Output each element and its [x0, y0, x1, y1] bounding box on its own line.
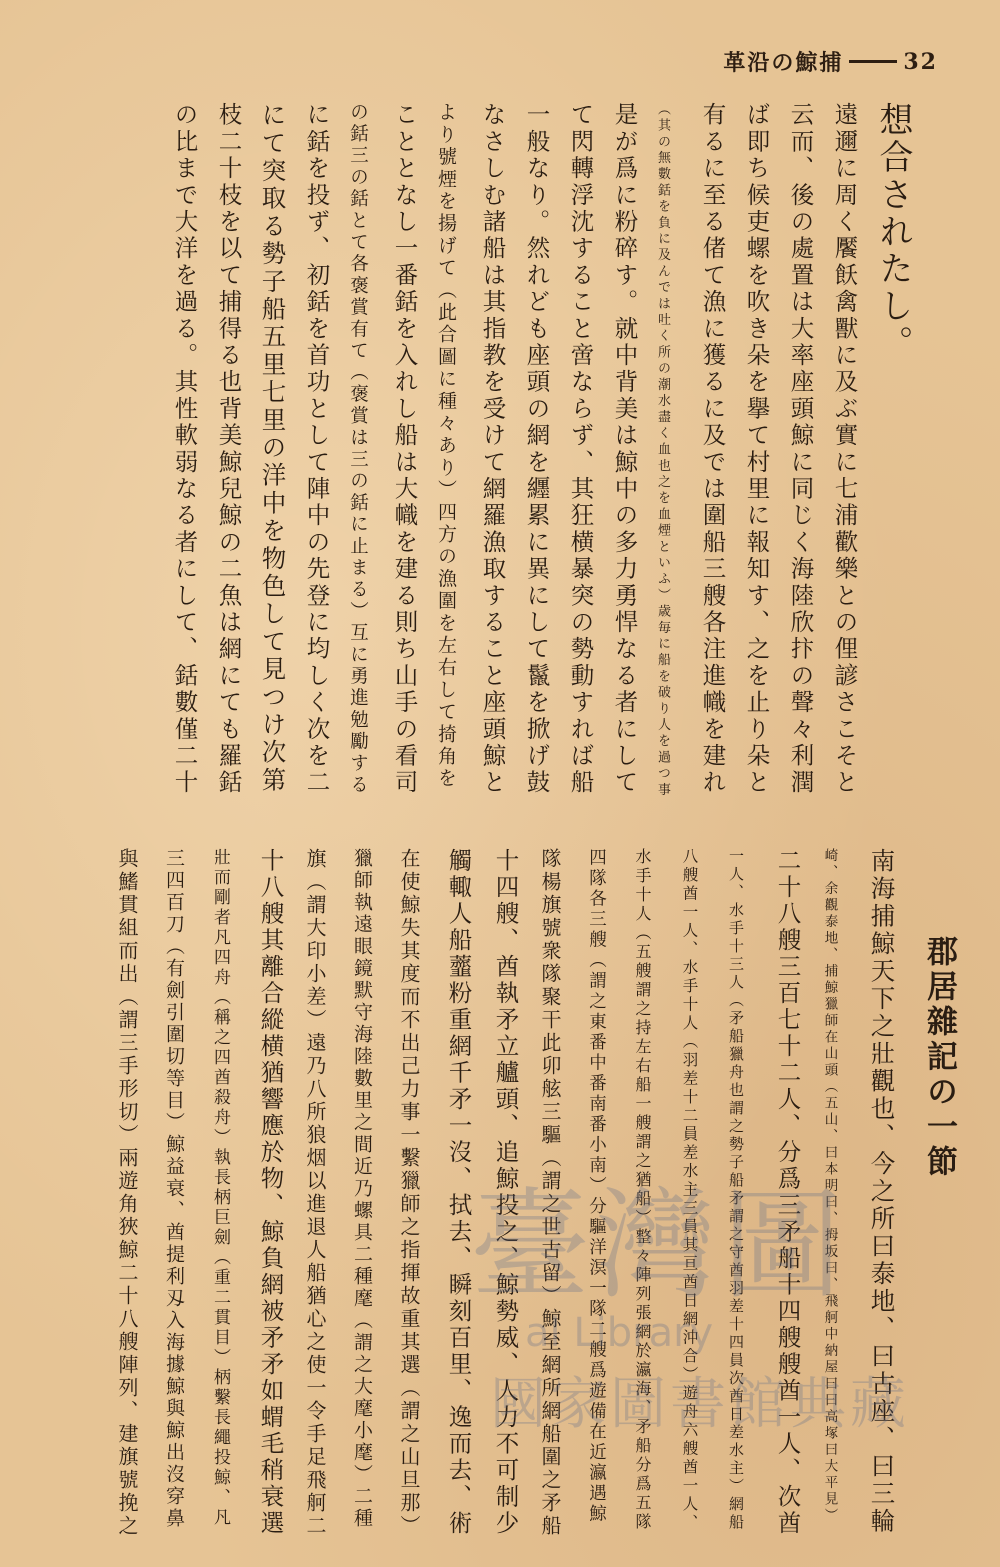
text-column: て閃轉浮沈すること啻ならず、其狂横暴突の勢動すれば船 — [566, 102, 595, 797]
header-rule — [849, 60, 897, 63]
text-column: 一般なり。然れども座頭の網を纒累に異にして鬣を掀げ鼓 — [522, 102, 551, 797]
kanbun-column: 水手十人（五艘謂之持左右船一艘謂之猶船）整々陣列張網於瀛海、矛船分爲五隊 — [633, 848, 652, 1532]
text-column: より號煙を揚げて（此合圖に種々あり）四方の漁圍を左右して掎角を — [435, 102, 457, 791]
text-column: の比まで大洋を過る。其性軟弱なる者にして、銛數僅二十 — [170, 102, 199, 797]
kanbun-column: 獵師執遠眼鏡默守海陸數里之間近乃螺具二種麾（謂之大麾小麾）二種 — [351, 848, 373, 1530]
text-column: なさしむ諸船は其指教を受けて網羅漁取すること座頭鯨と — [478, 102, 507, 797]
kanbun-column: 三四百刀（有劍引圍切等目）鯨益衰、酋提利刄入海據鯨與鯨出沒穿鼻 — [163, 848, 185, 1530]
text-column: 云而、後の處置は大率座頭鯨に同じく海陸欣抃の聲々利潤 — [786, 102, 815, 797]
text-column: 枝二十枝を以て捕得る也背美鯨兒鯨の二魚は網にても羅銛 — [214, 102, 243, 797]
text-column: 是が爲に粉碎す。就中背美は鯨中の多力勇悍なる者にして — [610, 102, 639, 797]
section-title: 郡居雜記の一節 — [921, 935, 957, 1180]
kanbun-column: 八艘酋一人、水手十人（羽差十二員差水主三員其亘酋日網沖合）遊舟六艘酋一人、 — [680, 848, 699, 1533]
kanbun-column: 壯而剛者凡四舟（稱之四酋殺舟）執長柄巨劍（重二貫目）柄繫長繩投鯨、凡 — [210, 848, 230, 1528]
text-column: （其の無數銛を負に及んでは吐く所の潮水盡く血也之を血煙といふ）歳毎に船を破り人を過つ事 — [655, 102, 670, 799]
kanbun-column: 一人、水手十三人（矛船獵舟也謂之勢子船矛謂之守酋羽差十四員次酋日差水主）網船 — [727, 848, 745, 1532]
text-column: の銛三の銛とて各褒賞有て（褒賞は三の銛に止まる）互に勇進勉勵する — [347, 102, 369, 797]
watermark-english-text: al Library — [525, 1310, 714, 1356]
kanbun-column: 崎、余觀泰地、捕鯨獵師在山頭（五山、曰本明曰、拇坂曰、飛舸中納屋曰曰高塚曰大平見） — [821, 848, 838, 1525]
text-column: ば即ち候吏螺を吹き朵を擧て村里に報知す、之を止り朵と — [742, 102, 771, 797]
text-column: にて突取る勢子船五里七里の洋中を物色して見つけ次第 — [258, 102, 288, 795]
kanbun-column: 南海捕鯨天下之壯觀也、今之所曰泰地、曰古座、曰三輪 — [867, 848, 897, 1536]
kanbun-column: 二十八艘三百七十二人、分爲三矛船十四艘艘酋一人、次酋 — [773, 848, 802, 1537]
watermark-seal-text: 臺灣圖 — [470, 1177, 848, 1316]
kanbun-column: 與鰭貫組而出（謂三手形切）兩遊角狹鯨二十八艘陣列、建旗號挽之 — [115, 848, 139, 1538]
text-column: 有るに至る偖て漁に獲るに及では圍船三艘各注進幟を建れ — [698, 102, 727, 797]
kanbun-column: 隊楊旗號衆隊聚干此卯舷三驅（謂之世古留）鯨至網所網船圍之矛船 — [538, 848, 562, 1538]
kanbun-column: 旗（謂大印小差）遠乃八所狼烟以進退人船猶心之使一令手足飛舸二 — [303, 848, 327, 1538]
page-header — [723, 46, 938, 77]
kanbun-column: 觸輙人船虀粉重網千矛一沒、拭去、瞬刻百里、逸而去、術 — [444, 848, 473, 1537]
kanbun-column: 十八艘其離合縱横猶響應於物、鯨負網被矛矛如蝟毛稍衰選 — [256, 848, 285, 1537]
text-column: 遠邇に周く饜飫禽獸に及ぶ實に七浦歡樂との俚諺さこそと — [830, 102, 859, 797]
text-column: 想合されたし。 — [873, 102, 913, 363]
text-column: こととなし一番銛を入れし船は大幟を建る則ち山手の看司 — [390, 102, 419, 797]
kanbun-column: 十四艘、酋執矛立艫頭、追鯨投之、鯨勢威、人力不可制少 — [491, 848, 520, 1537]
page-number: 32 — [903, 48, 938, 75]
watermark-chinese-text: 國家圖書館典藏 — [490, 1372, 910, 1437]
running-title: 革沿の鯨捕 — [723, 50, 844, 76]
kanbun-column: 在使鯨失其度而不出己力事一繫獵師之指揮故重其選（謂之山旦那） — [397, 848, 421, 1538]
kanbun-column: 四隊各三艘（謂之東番中番南番小南）分驅洋溟一隊二艘爲遊備在近瀛遇鯨 — [586, 848, 607, 1525]
text-column: に銛を投ず、初銛を首功として陣中の先登に均しく次を二 — [302, 102, 331, 797]
